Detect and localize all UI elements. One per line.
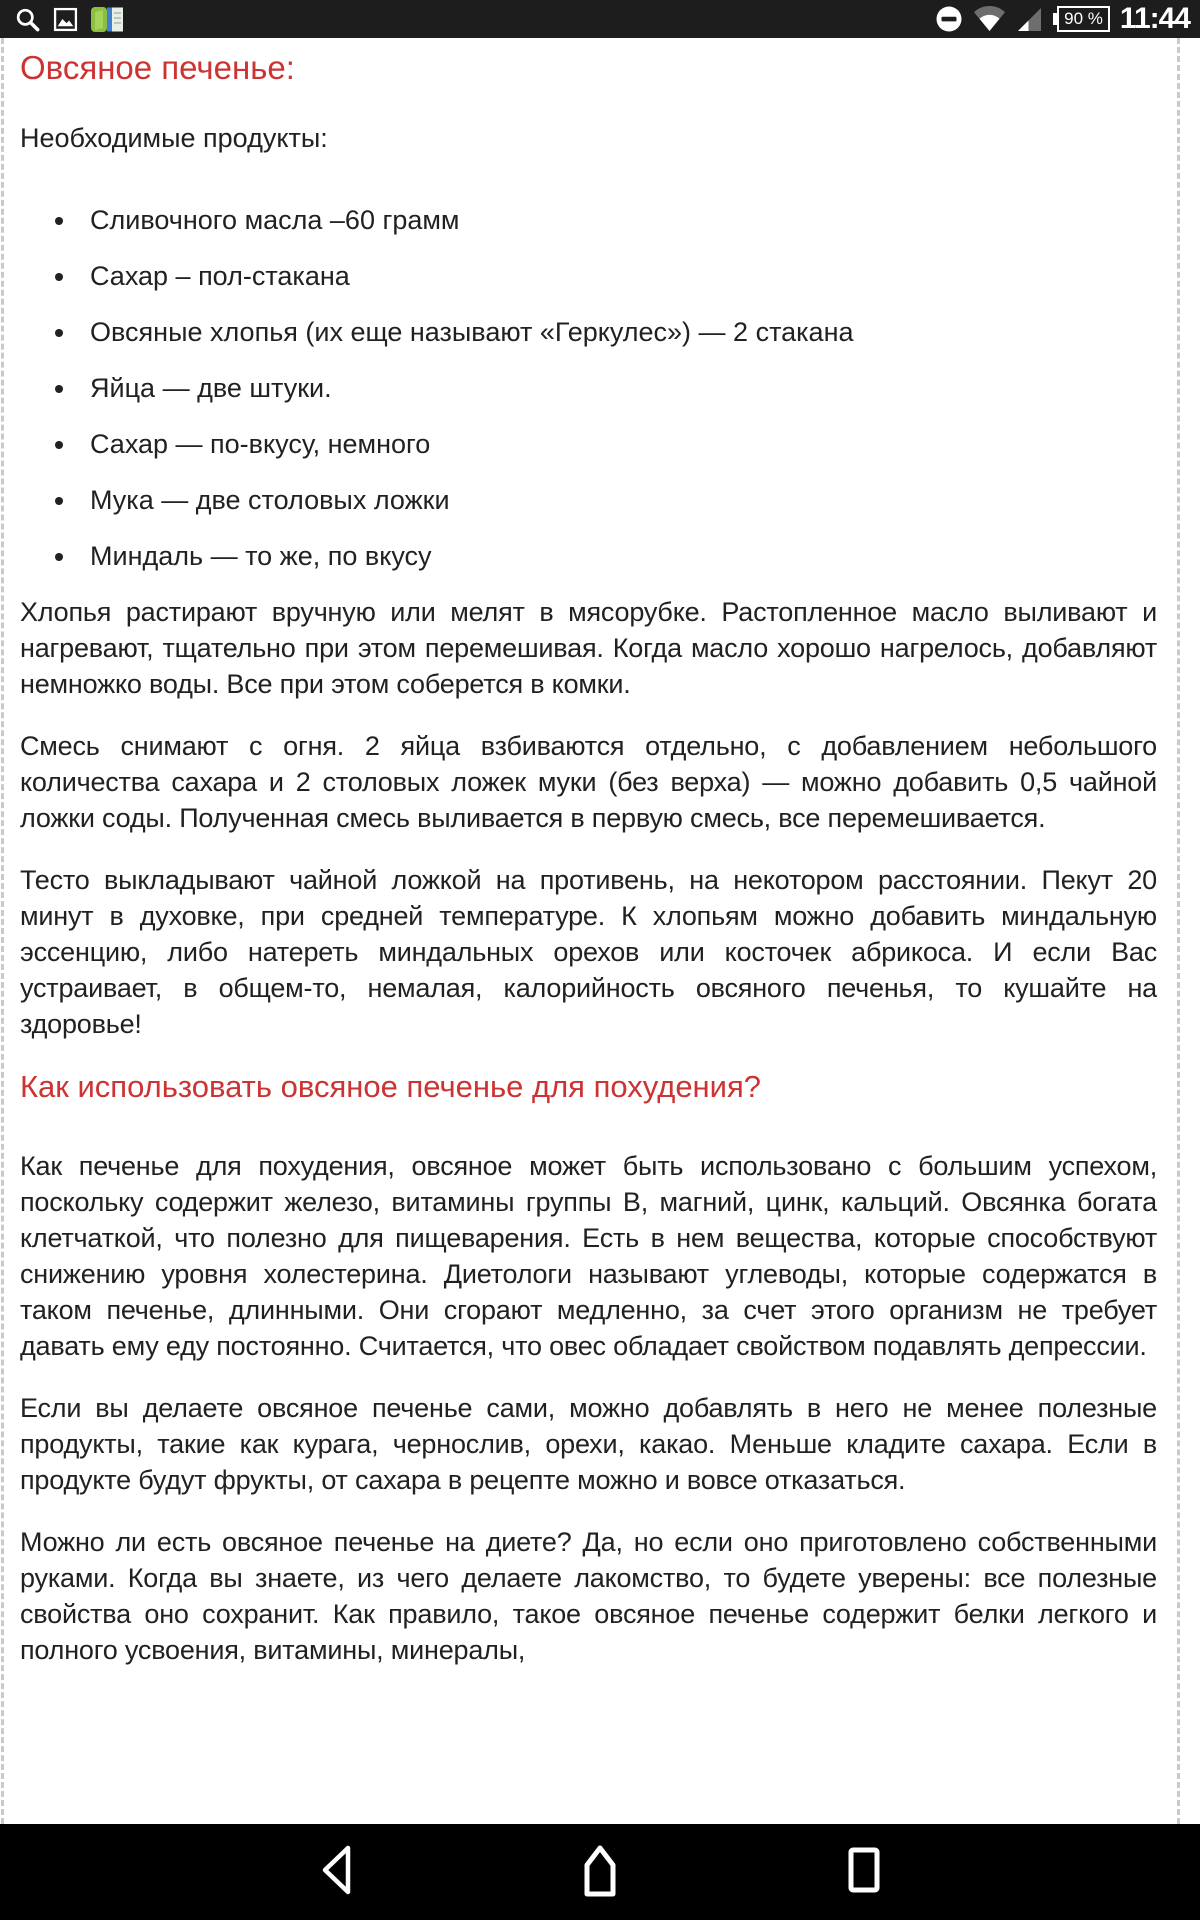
section-heading: Как использовать овсяное печенье для похудения? bbox=[20, 1069, 762, 1104]
book-app-icon bbox=[90, 6, 124, 33]
paragraph: Смесь снимают с огня. 2 яйца взбиваются отдельно, с добавлением небольшого количества сахара и 2 столовых ложек муки (без верха) — можно добавить 0,5 чайной ложки соды. Полученная смесь выливается в первую смесь, все перемешивается. bbox=[20, 731, 1157, 833]
browser-content bbox=[0, 38, 1200, 1824]
cell-signal-icon bbox=[1016, 6, 1043, 33]
back-button[interactable] bbox=[312, 1842, 360, 1902]
system-status-icons bbox=[935, 2, 1194, 36]
clock: 11:44 bbox=[1119, 2, 1190, 35]
paragraph: Если вы делаете овсяное печенье сами, можно добавлять в него не менее полезные продукты, такие как курага, чернослив, орехи, какао. Меньше кладите сахара. Если в продукте будут фрукты, от сахара в рецепте можно и вовсе отказаться. bbox=[20, 1393, 1157, 1495]
ingredient-item: • Миндаль — то же, по вкусу bbox=[78, 538, 1157, 574]
ingredient-item: • Сахар – пол-стакана bbox=[78, 258, 1157, 294]
home-button[interactable] bbox=[576, 1842, 624, 1902]
android-nav-bar bbox=[0, 1824, 1200, 1920]
recents-icon bbox=[845, 1842, 883, 1903]
recents-button[interactable] bbox=[840, 1842, 888, 1902]
battery-percent: 90 % bbox=[1057, 6, 1110, 32]
search-icon bbox=[14, 6, 41, 33]
ingredient-item: • Овсяные хлопья (их еще называют «Геркулес») — 2 стакана bbox=[78, 314, 1157, 350]
home-icon bbox=[578, 1842, 622, 1903]
back-icon bbox=[316, 1842, 356, 1903]
recipe-article bbox=[1, 38, 1180, 1824]
ingredient-item: • Сахар — по-вкусу, немного bbox=[78, 426, 1157, 462]
battery-indicator bbox=[1053, 6, 1110, 32]
ingredient-item: • Сливочного масла –60 грамм bbox=[78, 202, 1157, 238]
ingredient-item: • Яйца — две штуки. bbox=[78, 370, 1157, 406]
ingredients-list bbox=[20, 202, 1157, 574]
article-title: Овсяное печенье: bbox=[20, 49, 295, 86]
ingredient-item: • Мука — две столовых ложки bbox=[78, 482, 1157, 518]
paragraph: Тесто выкладывают чайной ложкой на противень, на некотором расстоянии. Пекут 20 минут в духовке, при средней температуре. К хлопьям можно добавить миндальную эссенцию, либо натереть миндальных орехов или косточек абрикоса. И если Вас устраивает, в общем-то, немалая, калорийность овсяного печенья, то кушайте на здоровье! bbox=[20, 865, 1157, 1039]
notification-icons bbox=[14, 6, 124, 33]
wifi-icon bbox=[973, 6, 1006, 32]
paragraph: Можно ли есть овсяное печенье на диете? Да, но если оно приготовлено собственными руками. Когда вы знаете, из чего делаете лакомство, то будете уверены: все полезные свойства оно сохранит. Как правило, такое овсяное печенье содержит белки легкого и полного усвоения, витамины, минералы, bbox=[20, 1527, 1157, 1665]
screenshot-icon bbox=[53, 7, 78, 32]
paragraph: Хлопья растирают вручную или мелят в мясорубке. Растопленное масло выливают и нагревают, тщательно при этом перемешивая. Когда масло хорошо нагрелось, добавляют немножко воды. Все при этом соберется в комки. bbox=[20, 597, 1157, 699]
status-bar bbox=[0, 0, 1200, 38]
paragraph: Как печенье для похудения, овсяное может быть использовано с большим успехом, поскольку содержит железо, витамины группы В, магний, цинк, кальций. Овсянка богата клетчаткой, что полезно для пищеварения. Есть в нем вещества, которые способствуют снижению уровня холестерина. Диетологи называют углеводы, которые содержатся в таком печенье, длинными. Они сгорают медленно, за счет этого организм не требует давать ему еду постоянно. Считается, что овес обладает свойством подавлять депрессии. bbox=[20, 1151, 1157, 1361]
intro-line: Необходимые продукты: bbox=[20, 123, 328, 153]
do-not-disturb-icon bbox=[935, 5, 963, 33]
